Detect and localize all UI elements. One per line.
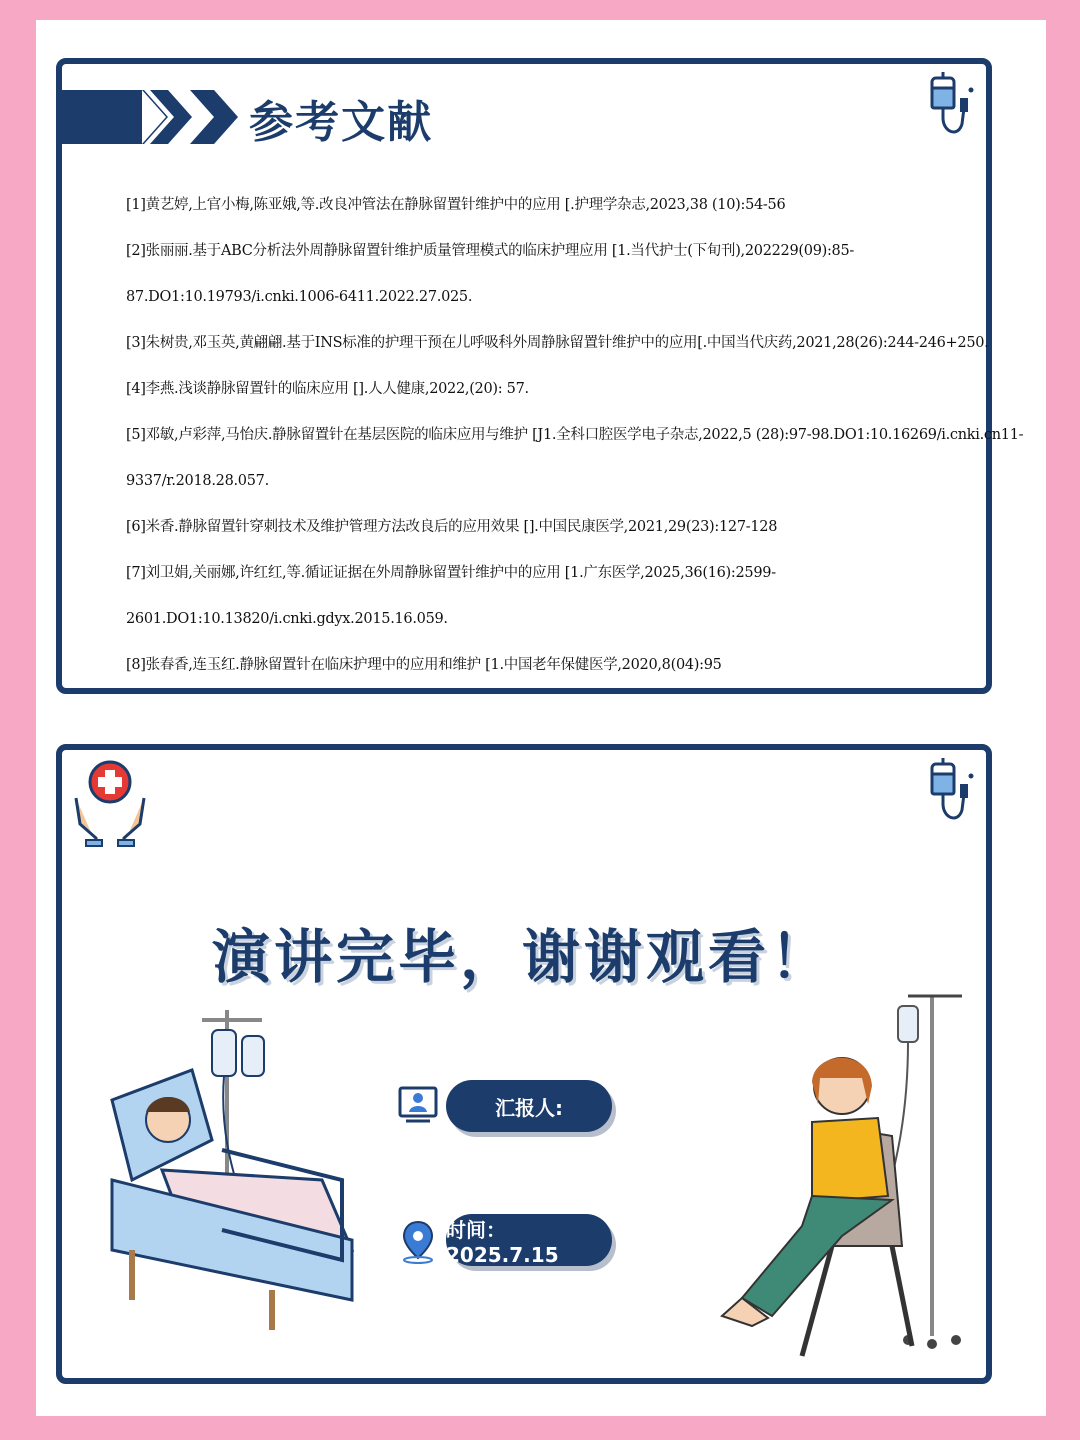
reference-text: [1]黄艺婷,上官小梅,陈亚娥,等.改良冲管法在静脉留置针维护中的应用 [.护理学杂志,2023,38 (10):54-56 [126,197,786,213]
reference-list [126,182,1024,688]
reference-item [126,182,966,228]
reference-item [126,504,966,550]
reference-item [126,412,1024,504]
reference-continuation: 87.DO1:10.19793/i.cnki.1006-6411.2022.27.025. [126,289,473,305]
reference-item [126,228,966,320]
presenter-icon [398,1084,438,1124]
reference-text: [7]刘卫娟,关丽娜,许红红,等.循证证据在外周静脉留置针维护中的应用 [1.广东医学,2025,36(16):2599- [126,565,776,581]
reference-text: [4]李燕.浅谈静脉留置针的临床应用 [].人人健康,2022,(20): 57. [126,381,529,397]
thanks-heading: 演讲完毕，谢谢观看！ [212,923,833,991]
reference-text: [8]张春香,连玉红.静脉留置针在临床护理中的应用和维护 [1.中国老年保健医学,2020,8(04):95 [126,657,722,673]
medical-hands-icon [72,758,148,848]
reference-text: [2]张丽丽.基于ABC分析法外周静脉留置针维护质量管理模式的临床护理应用 [1.当代护士(下旬刊),202229(09):85- [126,243,855,259]
title-arrow-icon: ➢ [210,100,236,136]
infusion-chair-illustration [682,986,982,1376]
iv-drip-icon [918,72,978,144]
reference-item [126,366,966,412]
closing-slide [56,744,992,1384]
reference-item [126,642,966,688]
location-pin-icon [398,1218,438,1264]
patient-bed-illustration [102,1000,362,1340]
reference-item [126,550,966,642]
reference-text: [3]朱树贵,邓玉英,黄翩翩.基于INS标准的护理干预在儿呼吸科外周静脉留置针维护中的应用[.中国当代庆药,2021,28(26):244-246+250. [126,335,989,351]
reference-text: [6]米香.静脉留置针穿刺技术及维护管理方法改良后的应用效果 [].中国民康医学,2021,29(23):127-128 [126,519,778,535]
reference-continuation: 9337/r.2018.28.057. [126,473,269,489]
references-slide [56,58,1024,694]
reference-item [126,320,989,366]
iv-drip-icon [918,758,978,830]
reference-text: [5]邓敏,卢彩萍,马怡庆.静脉留置针在基层医院的临床应用与维护 [J1.全科口腔医学电子杂志,2022,5 (28):97-98.DO1:10.16269/i.cnki.cn11- [126,427,1024,443]
reporter-pill: 汇报人: [446,1080,612,1132]
page-title: 参考文献 [249,97,434,148]
time-pill: 时间：2025.7.15 [446,1214,612,1266]
reference-continuation: 2601.DO1:10.13820/i.cnki.gdyx.2015.16.059. [126,611,448,627]
